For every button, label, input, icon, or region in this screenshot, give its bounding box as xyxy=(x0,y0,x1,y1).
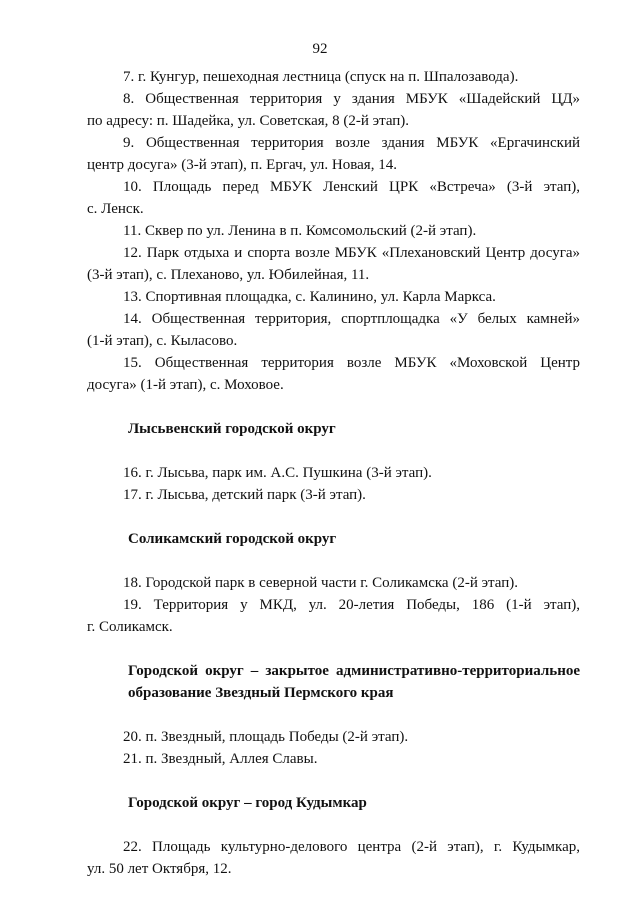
list-item-7: 7. г. Кунгур, пешеходная лестница (спуск на п. Шпалозавода). xyxy=(123,69,519,85)
list-item-14: 14. Общественная территория, спортплощадка «У белых камней» xyxy=(123,311,580,327)
list-item-15-cont: досуга» (1-й этап), с. Моховое. xyxy=(87,377,284,393)
list-item-17: 17. г. Лысьва, детский парк (3-й этап). xyxy=(123,487,366,503)
list-item-12: 12. Парк отдыха и спорта возле МБУК «Плехановский Центр досуга» xyxy=(123,245,580,261)
list-item-18: 18. Городской парк в северной части г. Соликамска (2-й этап). xyxy=(123,575,519,591)
list-item-19-cont: г. Соликамск. xyxy=(87,619,173,635)
list-item-8: 8. Общественная территория у здания МБУК «Шадейский ЦД» xyxy=(123,91,580,107)
list-item-22: 22. Площадь культурно-делового центра (2-й этап), г. Кудымкар, xyxy=(123,839,580,855)
list-item-15: 15. Общественная территория возле МБУК «Моховской Центр xyxy=(123,355,580,371)
list-item-14-cont: (1-й этап), с. Кыласово. xyxy=(87,333,238,349)
section-heading-kudymkar: Городской округ – город Кудымкар xyxy=(128,795,367,811)
list-item-8-cont: по адресу: п. Шадейка, ул. Советская, 8 (2-й этап). xyxy=(87,113,410,129)
list-item-10-cont: с. Ленск. xyxy=(87,201,144,217)
list-item-13: 13. Спортивная площадка, с. Калинино, ул. Карла Маркса. xyxy=(123,289,496,305)
list-item-11: 11. Сквер по ул. Ленина в п. Комсомольский (2-й этап). xyxy=(123,223,477,239)
section-heading-solikamsk: Соликамский городской округ xyxy=(128,531,337,547)
section-heading-zvezdny: Городской округ – закрытое административно-территориальное xyxy=(128,663,580,679)
list-item-22-cont: ул. 50 лет Октября, 12. xyxy=(87,861,232,877)
list-item-9: 9. Общественная территория возле здания МБУК «Ергачинский xyxy=(123,135,580,151)
list-item-9-cont: центр досуга» (3-й этап), п. Ергач, ул. Новая, 14. xyxy=(87,157,397,173)
list-item-21: 21. п. Звездный, Аллея Славы. xyxy=(123,751,318,767)
section-heading-lysva: Лысьвенский городской округ xyxy=(128,421,336,437)
list-item-16: 16. г. Лысьва, парк им. А.С. Пушкина (3-й этап). xyxy=(123,465,432,481)
section-heading-zvezdny-cont: образование Звездный Пермского края xyxy=(128,685,394,701)
page-number: 92 xyxy=(312,41,328,57)
list-item-12-cont: (3-й этап), с. Плеханово, ул. Юбилейная, 11. xyxy=(87,267,370,283)
list-item-10: 10. Площадь перед МБУК Ленский ЦРК «Встреча» (3-й этап), xyxy=(123,179,580,195)
list-item-20: 20. п. Звездный, площадь Победы (2-й этап). xyxy=(123,729,409,745)
list-item-19: 19. Территория у МКД, ул. 20-летия Победы, 186 (1-й этап), xyxy=(123,597,580,613)
